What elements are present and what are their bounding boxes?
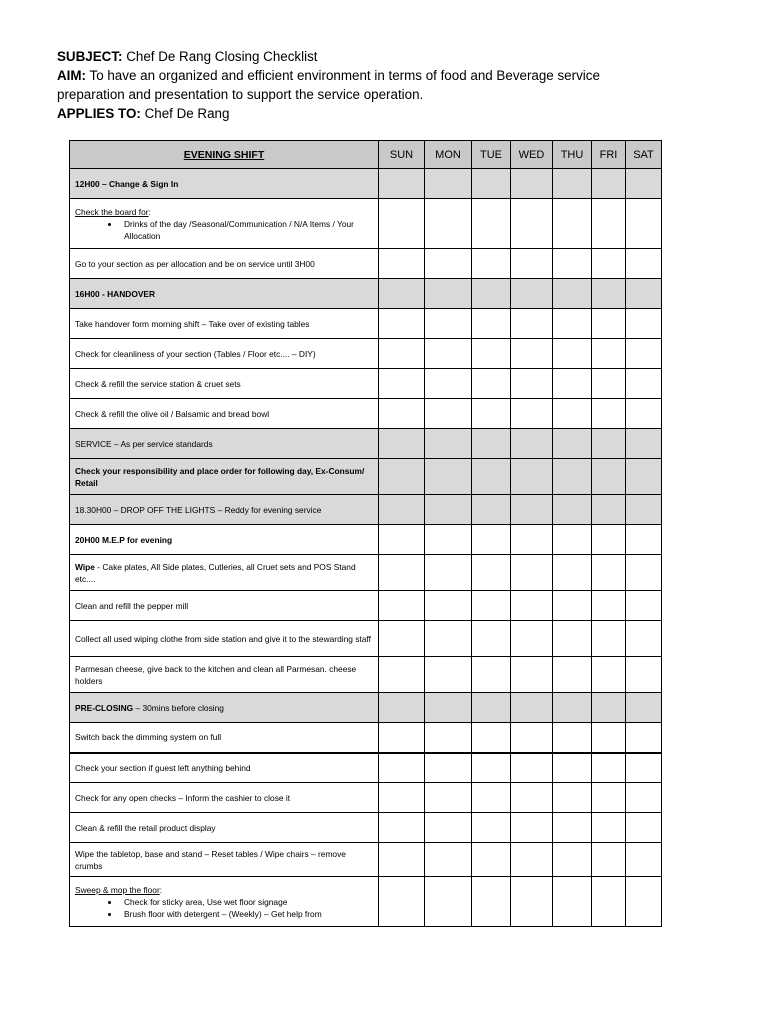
checkbox-cell-sun[interactable] [379,783,425,813]
checklist-table [69,140,662,927]
checkbox-cell-sun[interactable] [379,199,425,249]
checkbox-cell-mon[interactable] [425,621,472,657]
checkbox-cell-wed[interactable] [511,693,553,723]
checkbox-cell-sun[interactable] [379,459,425,495]
checkbox-cell-wed[interactable] [511,309,553,339]
checkbox-cell-thu[interactable] [553,591,592,621]
checkbox-cell-sun[interactable] [379,693,425,723]
checkbox-cell-mon[interactable] [425,169,472,199]
day-header-mon: MON [425,141,472,169]
aim-value-line2: preparation and presentation to support the service operation. [57,87,424,102]
checkbox-cell-mon[interactable] [425,369,472,399]
task-text-part: 20H00 M.E.P for evening [75,534,173,545]
checkbox-cell-tue[interactable] [472,495,511,525]
task-row [70,783,662,813]
checkbox-cell-thu[interactable] [553,309,592,339]
checkbox-cell-tue[interactable] [472,369,511,399]
checkbox-cell-fri[interactable] [592,429,626,459]
task-text-part: 12H00 – Change & Sign In [75,178,179,189]
checkbox-cell-sun[interactable] [379,309,425,339]
task-text-part: Check your section if guest left anything behind [75,762,251,773]
checkbox-cell-sun[interactable] [379,249,425,279]
checkbox-cell-tue[interactable] [472,429,511,459]
checkbox-cell-tue[interactable] [472,555,511,591]
checkbox-cell-mon[interactable] [425,555,472,591]
checkbox-cell-sun[interactable] [379,525,425,555]
task-cell [70,169,379,199]
task-row [70,591,662,621]
checkbox-cell-sun[interactable] [379,877,425,927]
checkbox-cell-sat[interactable] [626,399,662,429]
task-text-part: PRE-CLOSING [75,702,134,713]
checkbox-cell-wed[interactable] [511,369,553,399]
checkbox-cell-fri[interactable] [592,369,626,399]
checkbox-cell-mon[interactable] [425,309,472,339]
task-text-part: Check & refill the service station & cruet sets [75,378,241,389]
task-text [75,258,373,270]
checkbox-cell-fri[interactable] [592,621,626,657]
section-row [70,429,662,459]
task-cell [70,783,379,813]
task-text [75,702,373,714]
checkbox-cell-tue[interactable] [472,621,511,657]
checkbox-cell-sat[interactable] [626,495,662,525]
task-text [75,884,373,896]
checkbox-cell-fri[interactable] [592,249,626,279]
task-row [70,199,662,249]
checkbox-cell-sat[interactable] [626,843,662,877]
checkbox-cell-tue[interactable] [472,877,511,927]
checkbox-cell-fri[interactable] [592,813,626,843]
checkbox-cell-fri[interactable] [592,877,626,927]
checkbox-cell-tue[interactable] [472,199,511,249]
task-cell [70,429,379,459]
task-text-part: Collect all used wiping clothe from side station and give it to the stewarding staff [75,633,371,644]
checkbox-cell-sun[interactable] [379,723,425,753]
checkbox-cell-sun[interactable] [379,657,425,693]
checkbox-cell-wed[interactable] [511,877,553,927]
checkbox-cell-thu[interactable] [553,783,592,813]
task-cell [70,459,379,495]
checkbox-cell-sat[interactable] [626,369,662,399]
checkbox-cell-sat[interactable] [626,813,662,843]
checkbox-cell-thu[interactable] [553,429,592,459]
checkbox-cell-fri[interactable] [592,555,626,591]
applies-line [57,104,697,123]
task-text [75,633,373,645]
task-cell [70,495,379,525]
task-cell [70,753,379,783]
checkbox-cell-wed[interactable] [511,459,553,495]
task-text [75,534,373,546]
task-text-part: 16H00 - HANDOVER [75,288,156,299]
checkbox-cell-mon[interactable] [425,459,472,495]
checkbox-cell-fri[interactable] [592,657,626,693]
checkbox-cell-thu[interactable] [553,555,592,591]
task-text [75,206,373,218]
checkbox-cell-fri[interactable] [592,199,626,249]
task-bullet-list [75,218,373,242]
aim-label: AIM: [57,68,87,83]
checkbox-cell-sat[interactable] [626,249,662,279]
checkbox-cell-thu[interactable] [553,495,592,525]
task-bullet-list [75,896,373,920]
section-row [70,693,662,723]
checkbox-cell-fri[interactable] [592,399,626,429]
task-row [70,877,662,927]
task-text [75,663,373,687]
checkbox-cell-sat[interactable] [626,657,662,693]
checkbox-cell-sat[interactable] [626,279,662,309]
task-text-part: SERVICE – As per service standards [75,438,213,449]
checkbox-cell-mon[interactable] [425,495,472,525]
checkbox-cell-tue[interactable] [472,591,511,621]
task-text-part: 18.30H00 – DROP OFF THE LIGHTS – Reddy for evening service [75,504,322,515]
checkbox-cell-mon[interactable] [425,591,472,621]
checkbox-cell-wed[interactable] [511,591,553,621]
checkbox-cell-wed[interactable] [511,813,553,843]
task-text [75,288,373,300]
subject-value: Chef De Rang Closing Checklist [126,49,318,64]
aim-line [57,66,697,85]
checkbox-cell-fri[interactable] [592,459,626,495]
checkbox-cell-thu[interactable] [553,199,592,249]
task-cell [70,525,379,555]
checkbox-cell-sun[interactable] [379,813,425,843]
checkbox-cell-sun[interactable] [379,339,425,369]
checkbox-cell-wed[interactable] [511,399,553,429]
checkbox-cell-sun[interactable] [379,279,425,309]
checkbox-cell-fri[interactable] [592,495,626,525]
checkbox-cell-thu[interactable] [553,399,592,429]
checkbox-cell-thu[interactable] [553,249,592,279]
checkbox-cell-tue[interactable] [472,279,511,309]
task-text-part: Check & refill the olive oil / Balsamic and bread bowl [75,408,270,419]
checkbox-cell-tue[interactable] [472,525,511,555]
checkbox-cell-sun[interactable] [379,555,425,591]
checkbox-cell-sat[interactable] [626,309,662,339]
checkbox-cell-thu[interactable] [553,753,592,783]
checkbox-cell-fri[interactable] [592,309,626,339]
checkbox-cell-thu[interactable] [553,621,592,657]
checkbox-cell-wed[interactable] [511,339,553,369]
checkbox-cell-sat[interactable] [626,783,662,813]
checkbox-cell-fri[interactable] [592,693,626,723]
task-text [75,504,373,516]
section-row [70,495,662,525]
checkbox-cell-mon[interactable] [425,339,472,369]
subject-label: SUBJECT: [57,49,123,64]
checkbox-cell-tue[interactable] [472,459,511,495]
task-cell [70,591,379,621]
checkbox-cell-fri[interactable] [592,525,626,555]
checkbox-cell-wed[interactable] [511,525,553,555]
task-cell [70,279,379,309]
checkbox-cell-thu[interactable] [553,459,592,495]
task-text-part: – 30mins before closing [133,702,224,713]
checkbox-cell-sat[interactable] [626,877,662,927]
task-row [70,753,662,783]
task-text [75,792,373,804]
checkbox-cell-sun[interactable] [379,753,425,783]
task-cell [70,555,379,591]
task-row [70,525,662,555]
task-text [75,600,373,612]
task-text-part: Sweep & mop the floor [75,884,160,895]
checkbox-cell-sun[interactable] [379,169,425,199]
checkbox-cell-mon[interactable] [425,843,472,877]
checkbox-cell-thu[interactable] [553,693,592,723]
section-row [70,459,662,495]
checkbox-cell-thu[interactable] [553,843,592,877]
applies-label: APPLIES TO: [57,106,141,121]
checkbox-cell-tue[interactable] [472,309,511,339]
checkbox-cell-tue[interactable] [472,723,511,753]
task-text [75,378,373,390]
checkbox-cell-tue[interactable] [472,813,511,843]
task-cell [70,309,379,339]
task-row [70,657,662,693]
task-text [75,822,373,834]
day-header-sat: SAT [626,141,662,169]
checkbox-cell-mon[interactable] [425,399,472,429]
checkbox-cell-wed[interactable] [511,169,553,199]
checkbox-cell-tue[interactable] [472,783,511,813]
checkbox-cell-mon[interactable] [425,693,472,723]
checkbox-cell-sat[interactable] [626,693,662,723]
task-row [70,621,662,657]
checkbox-cell-fri[interactable] [592,753,626,783]
checkbox-cell-tue[interactable] [472,339,511,369]
checkbox-cell-thu[interactable] [553,525,592,555]
task-text [75,731,373,743]
task-text-part: Switch back the dimming system on full [75,732,222,743]
checkbox-cell-fri[interactable] [592,723,626,753]
checkbox-cell-mon[interactable] [425,429,472,459]
checkbox-cell-sat[interactable] [626,199,662,249]
checkbox-cell-sat[interactable] [626,169,662,199]
checkbox-cell-thu[interactable] [553,169,592,199]
task-cell [70,877,379,927]
checkbox-cell-thu[interactable] [553,339,592,369]
checkbox-cell-fri[interactable] [592,339,626,369]
checkbox-cell-mon[interactable] [425,813,472,843]
task-row [70,555,662,591]
checkbox-cell-wed[interactable] [511,429,553,459]
checkbox-cell-thu[interactable] [553,369,592,399]
checkbox-cell-mon[interactable] [425,249,472,279]
checkbox-cell-sat[interactable] [626,753,662,783]
task-text-part: Parmesan cheese, give back to the kitchen and clean all Parmesan. cheese holders [75,663,357,686]
checkbox-cell-sun[interactable] [379,843,425,877]
checkbox-cell-wed[interactable] [511,555,553,591]
checkbox-cell-sun[interactable] [379,369,425,399]
checkbox-cell-thu[interactable] [553,657,592,693]
task-text [75,465,373,489]
checkbox-cell-mon[interactable] [425,199,472,249]
task-bullet: • Brush floor with detergent – (Weekly) – Get help from [120,908,373,920]
checkbox-cell-wed[interactable] [511,621,553,657]
task-row [70,399,662,429]
shift-header: EVENING SHIFT [70,141,379,169]
checkbox-cell-tue[interactable] [472,693,511,723]
day-header-wed: WED [511,141,553,169]
checkbox-cell-wed[interactable] [511,657,553,693]
task-text [75,848,373,872]
checkbox-cell-thu[interactable] [553,279,592,309]
checkbox-cell-mon[interactable] [425,753,472,783]
task-cell [70,657,379,693]
checkbox-cell-mon[interactable] [425,877,472,927]
checkbox-cell-sun[interactable] [379,429,425,459]
checkbox-cell-mon[interactable] [425,783,472,813]
checkbox-cell-sun[interactable] [379,495,425,525]
task-cell [70,813,379,843]
task-row [70,249,662,279]
checkbox-cell-sat[interactable] [626,555,662,591]
task-row [70,813,662,843]
checkbox-cell-tue[interactable] [472,753,511,783]
task-text-part: Take handover form morning shift – Take over of existing tables [75,318,310,329]
task-row [70,723,662,753]
section-row [70,279,662,309]
task-row [70,339,662,369]
day-header-sun: SUN [379,141,425,169]
task-text [75,762,373,774]
checkbox-cell-wed[interactable] [511,249,553,279]
checkbox-cell-sun[interactable] [379,591,425,621]
day-header-tue: TUE [472,141,511,169]
aim-value-line1: To have an organized and efficient environment in terms of food and Beverage service [89,68,600,83]
checkbox-cell-sat[interactable] [626,723,662,753]
checkbox-cell-fri[interactable] [592,843,626,877]
applies-value: Chef De Rang [144,106,230,121]
table-header-row [70,141,662,169]
checkbox-cell-wed[interactable] [511,199,553,249]
checkbox-cell-sat[interactable] [626,459,662,495]
checkbox-cell-wed[interactable] [511,843,553,877]
task-text [75,348,373,360]
task-text [75,438,373,450]
task-text-part: Wipe [75,561,95,572]
checkbox-cell-wed[interactable] [511,279,553,309]
day-header-fri: FRI [592,141,626,169]
aim-line-2 [57,85,697,104]
checkbox-cell-mon[interactable] [425,525,472,555]
task-row [70,309,662,339]
checkbox-cell-wed[interactable] [511,783,553,813]
task-cell [70,399,379,429]
checkbox-cell-tue[interactable] [472,169,511,199]
task-bullet: • Check for sticky area, Use wet floor signage [120,896,373,908]
checkbox-cell-tue[interactable] [472,657,511,693]
checkbox-cell-sat[interactable] [626,429,662,459]
checkbox-cell-fri[interactable] [592,591,626,621]
section-row [70,169,662,199]
checkbox-cell-thu[interactable] [553,813,592,843]
task-cell [70,723,379,753]
checkbox-cell-mon[interactable] [425,723,472,753]
task-text-part: Go to your section as per allocation and be on service until 3H00 [75,258,315,269]
checkbox-cell-tue[interactable] [472,249,511,279]
checkbox-cell-sat[interactable] [626,621,662,657]
task-text-part: Wipe the tabletop, base and stand – Reset tables / Wipe chairs – remove crumbs [75,848,346,871]
task-cell [70,693,379,723]
checkbox-cell-sat[interactable] [626,525,662,555]
task-cell [70,369,379,399]
task-text [75,408,373,420]
checkbox-cell-tue[interactable] [472,843,511,877]
checkbox-cell-thu[interactable] [553,877,592,927]
checkbox-cell-mon[interactable] [425,657,472,693]
checkbox-cell-fri[interactable] [592,169,626,199]
task-text-part: Clean and refill the pepper mill [75,600,189,611]
task-row [70,843,662,877]
task-text [75,318,373,330]
checkbox-cell-sun[interactable] [379,621,425,657]
task-row [70,369,662,399]
task-text-part: Check the board for [75,206,149,217]
task-text [75,561,373,585]
task-bullet: • Drinks of the day /Seasonal/Communication / N/A Items / Your Allocation [120,218,373,242]
task-cell [70,339,379,369]
task-text-part: Check for any open checks – Inform the cashier to close it [75,792,291,803]
task-cell [70,199,379,249]
checkbox-cell-tue[interactable] [472,399,511,429]
checkbox-cell-fri[interactable] [592,783,626,813]
checkbox-cell-fri[interactable] [592,279,626,309]
task-text-part: : [148,206,151,217]
task-text-part: : [159,884,163,895]
task-cell [70,249,379,279]
task-text-part: Check your responsibility and place order for following day, Ex-Consum/ Retail [75,465,365,488]
checkbox-cell-thu[interactable] [553,723,592,753]
task-text-part: Clean & refill the retail product display [75,822,216,833]
task-text-part: - Cake plates, All Side plates, Cutleries, all Cruet sets and POS Stand etc.... [75,561,356,584]
checkbox-cell-sat[interactable] [626,339,662,369]
task-cell [70,621,379,657]
checkbox-cell-sun[interactable] [379,399,425,429]
subject-line [57,47,697,66]
task-text [75,178,373,190]
task-cell [70,843,379,877]
checkbox-cell-wed[interactable] [511,723,553,753]
document-header [57,47,697,123]
checkbox-cell-wed[interactable] [511,753,553,783]
checkbox-cell-sat[interactable] [626,591,662,621]
checkbox-cell-mon[interactable] [425,279,472,309]
day-header-thu: THU [553,141,592,169]
checkbox-cell-wed[interactable] [511,495,553,525]
task-text-part: Check for cleanliness of your section (Tables / Floor etc.... – DIY) [75,348,316,359]
